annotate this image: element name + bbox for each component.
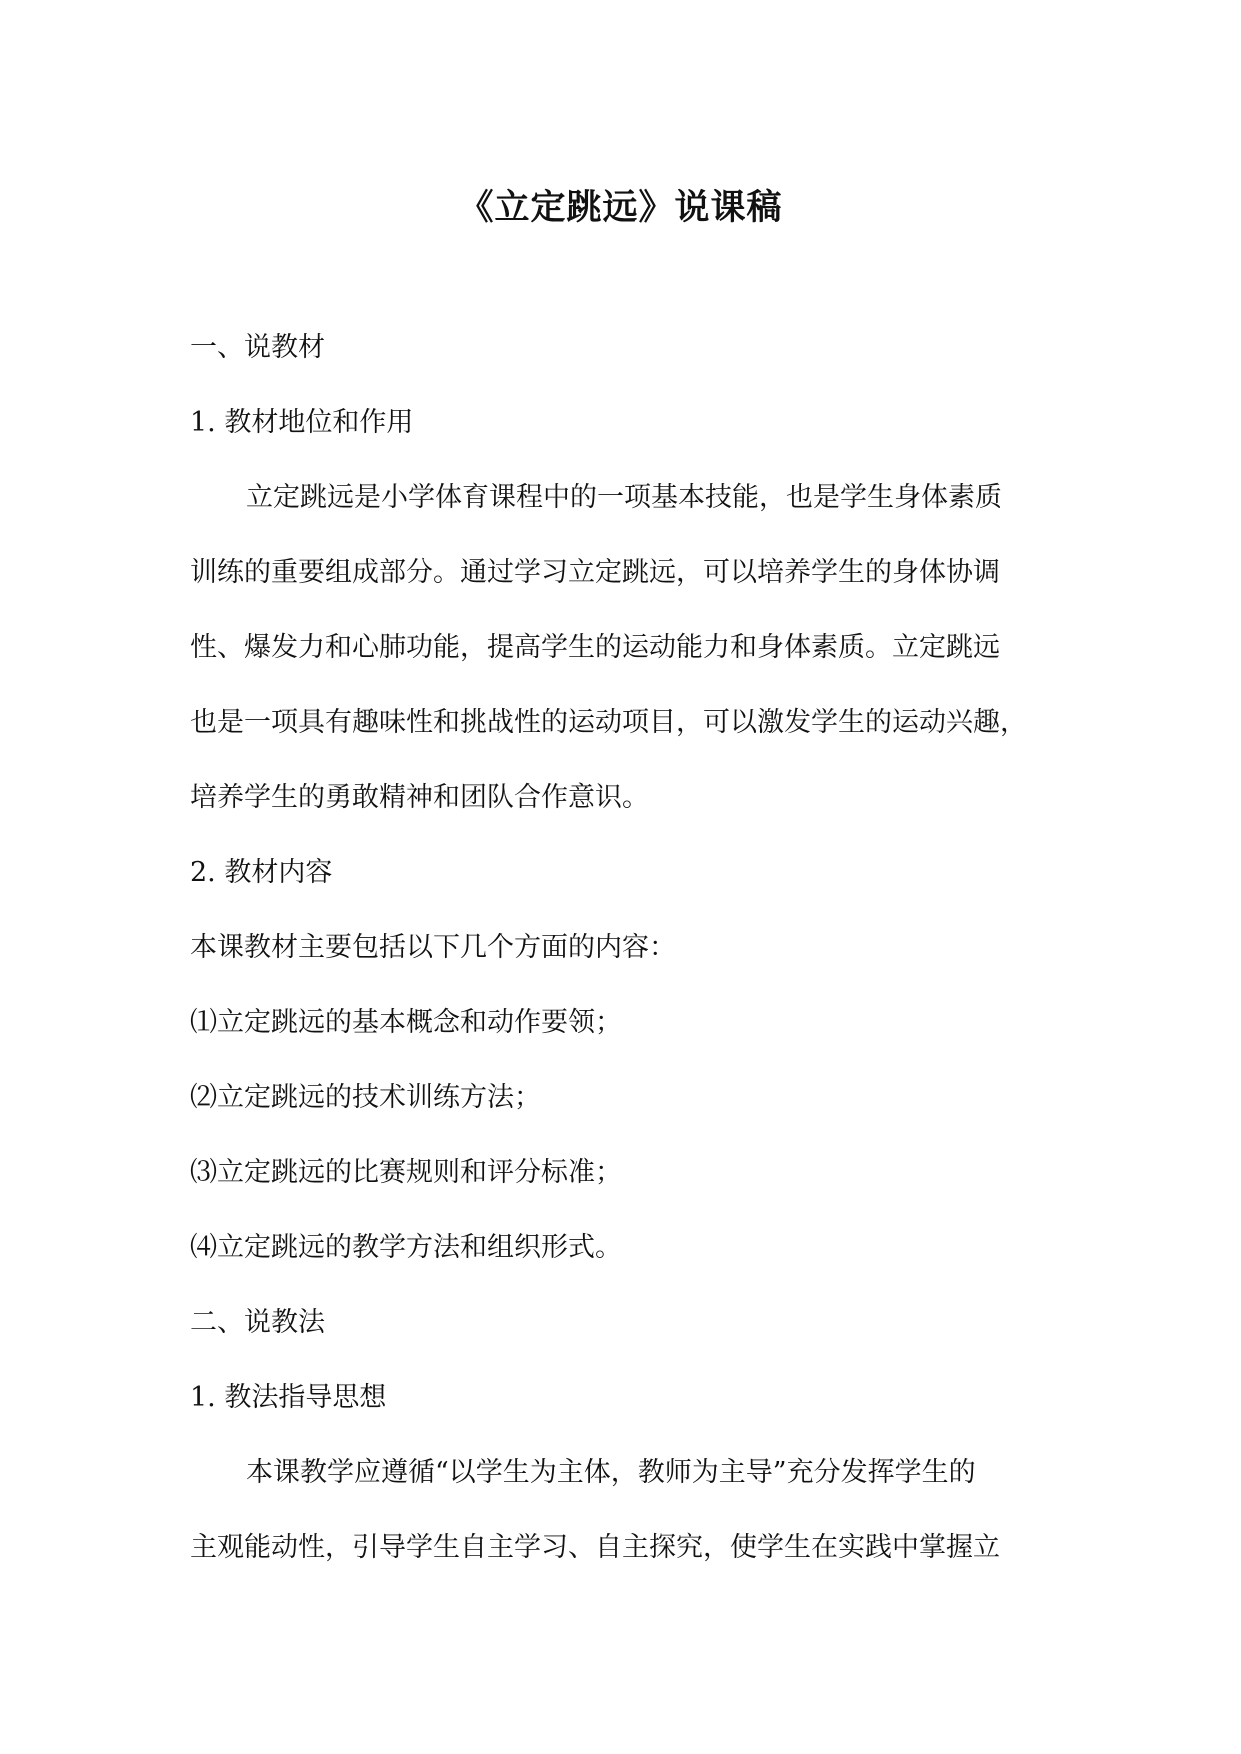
paragraph-line: 立定跳远是小学体育课程中的一项基本技能，也是学生身体素质	[246, 482, 1002, 513]
paragraph-line: 也是一项具有趣味性和挑战性的运动项目，可以激发学生的运动兴趣，	[190, 707, 1027, 738]
list-item: ⑶立定跳远的比赛规则和评分标准；	[190, 1157, 622, 1188]
paragraph-line: 性、爆发力和心肺功能，提高学生的运动能力和身体素质。立定跳远	[190, 632, 1000, 663]
subheading-status-role: 1. 教材地位和作用	[190, 407, 414, 438]
subheading-content: 2. 教材内容	[190, 857, 333, 888]
list-item: ⑴立定跳远的基本概念和动作要领；	[190, 1007, 622, 1038]
paragraph-guiding-idea	[190, 1435, 1054, 1585]
section-heading-textbook: 一、说教材	[190, 332, 325, 363]
paragraph-line: 本课教学应遵循“以学生为主体，教师为主导”充分发挥学生的	[246, 1457, 976, 1488]
list-item: ⑵立定跳远的技术训练方法；	[190, 1082, 541, 1113]
subheading-guiding-idea: 1. 教法指导思想	[190, 1382, 387, 1413]
content-intro: 本课教材主要包括以下几个方面的内容：	[190, 932, 676, 963]
paragraph-line: 训练的重要组成部分。通过学习立定跳远，可以培养学生的身体协调	[190, 557, 1000, 588]
list-item: ⑷立定跳远的教学方法和组织形式。	[190, 1232, 622, 1263]
document-title: 《立定跳远》说课稿	[458, 188, 783, 228]
section-heading-teaching-method: 二、说教法	[190, 1307, 325, 1338]
paragraph-line: 培养学生的勇敢精神和团队合作意识。	[190, 782, 649, 813]
paragraph-status-role	[190, 460, 1054, 835]
paragraph-line: 主观能动性，引导学生自主学习、自主探究，使学生在实践中掌握立	[190, 1532, 1000, 1563]
document-body	[190, 310, 1054, 1585]
